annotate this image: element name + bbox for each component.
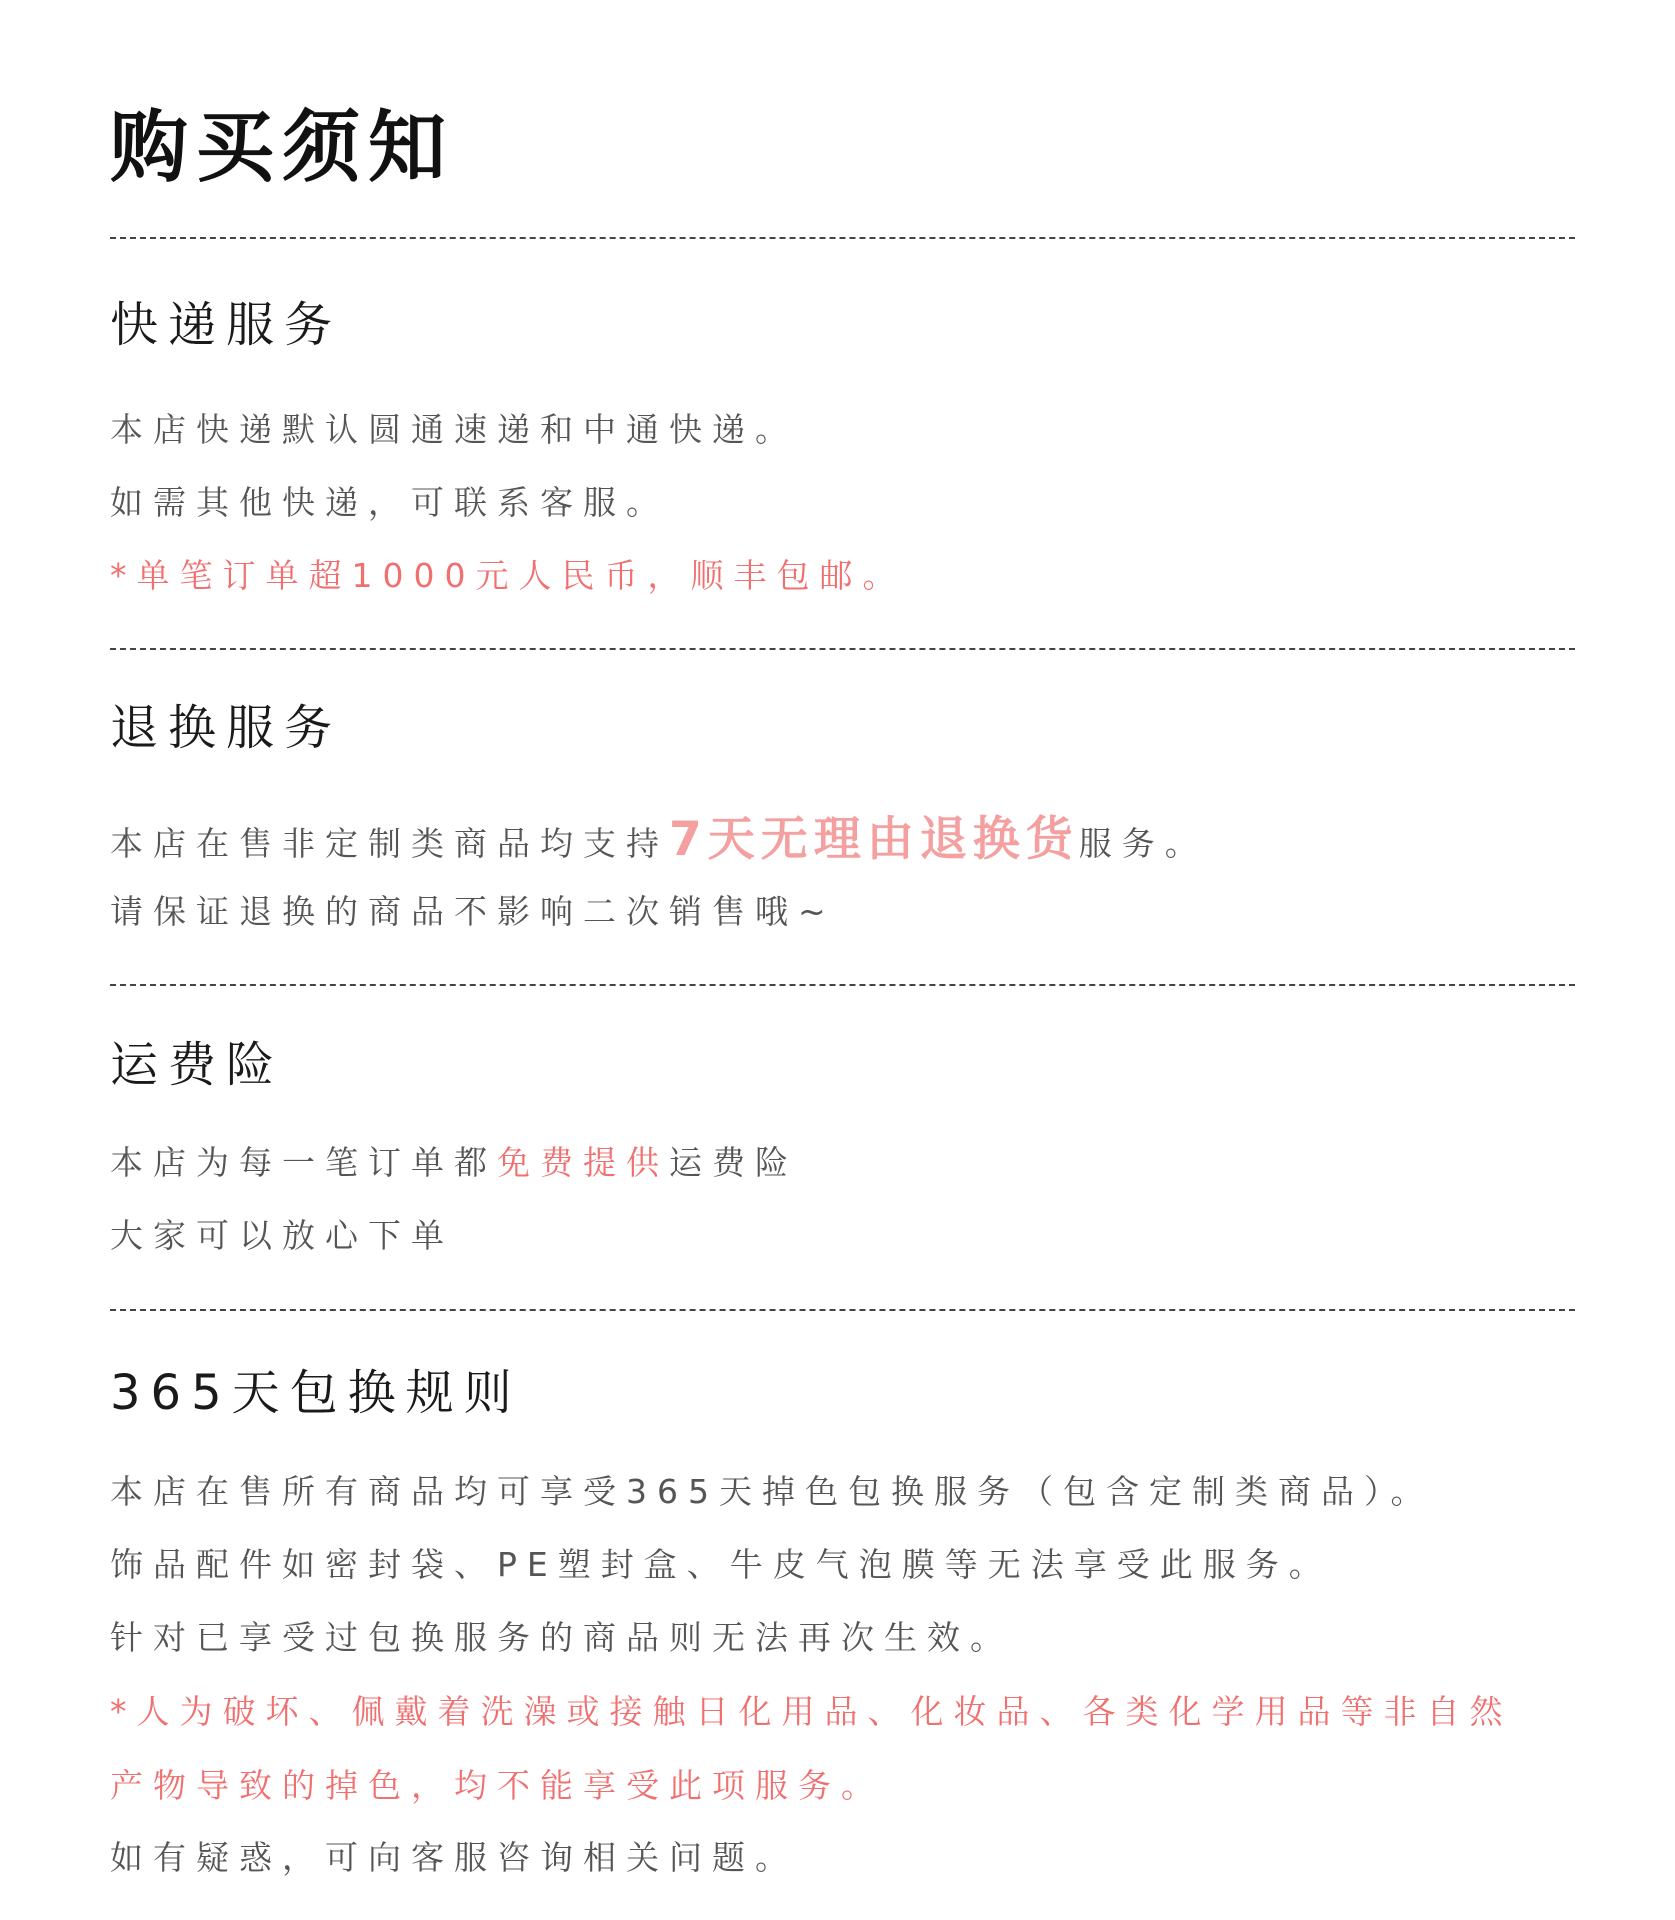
- rule-line: 饰品配件如密封袋、PE塑封盒、牛皮气泡膜等无法享受此服务。: [110, 1545, 1332, 1584]
- returns-line-1: [110, 810, 1208, 870]
- shipping-line: 如需其他快递，可联系客服。: [110, 483, 669, 522]
- text: 本店在售非定制类商品均支持: [110, 824, 669, 863]
- section-heading-shipping: 快递服务: [110, 297, 343, 353]
- section-heading-returns: 退换服务: [110, 700, 343, 756]
- highlight-text: 免费提供: [497, 1143, 669, 1182]
- divider: [110, 648, 1575, 650]
- text: 服务。: [1078, 824, 1208, 863]
- rule-line: 针对已享受过包换服务的商品则无法再次生效。: [110, 1618, 1013, 1657]
- rule-contact: 如有疑惑，可向客服咨询相关问题。: [110, 1838, 798, 1877]
- rule-note: *人为破坏、佩戴着洗澡或接触日化用品、化妆品、各类化学用品等非自然: [110, 1692, 1513, 1731]
- section-heading-365: 365天包换规则: [110, 1365, 522, 1421]
- rule-note: 产物导致的掉色，均不能享受此项服务。: [110, 1766, 884, 1805]
- text: 本店为每一笔订单都: [110, 1143, 497, 1182]
- returns-line-2: 请保证退换的商品不影响二次销售哦~: [110, 892, 836, 931]
- divider: [110, 1309, 1575, 1311]
- rule-line: 本店在售所有商品均可享受365天掉色包换服务（包含定制类商品）。: [110, 1472, 1434, 1511]
- page-title: 购买须知: [110, 103, 455, 193]
- divider: [110, 237, 1575, 239]
- highlight-text: 7天无理由退换货: [669, 812, 1079, 867]
- text: 运费险: [669, 1143, 798, 1182]
- divider: [110, 984, 1575, 986]
- insurance-line-1: [110, 1133, 798, 1193]
- shipping-line: 本店快递默认圆通速递和中通快递。: [110, 410, 798, 449]
- shipping-note: *单笔订单超1000元人民币，顺丰包邮。: [110, 556, 906, 595]
- section-heading-insurance: 运费险: [110, 1037, 285, 1093]
- insurance-line-2: 大家可以放心下单: [110, 1216, 454, 1255]
